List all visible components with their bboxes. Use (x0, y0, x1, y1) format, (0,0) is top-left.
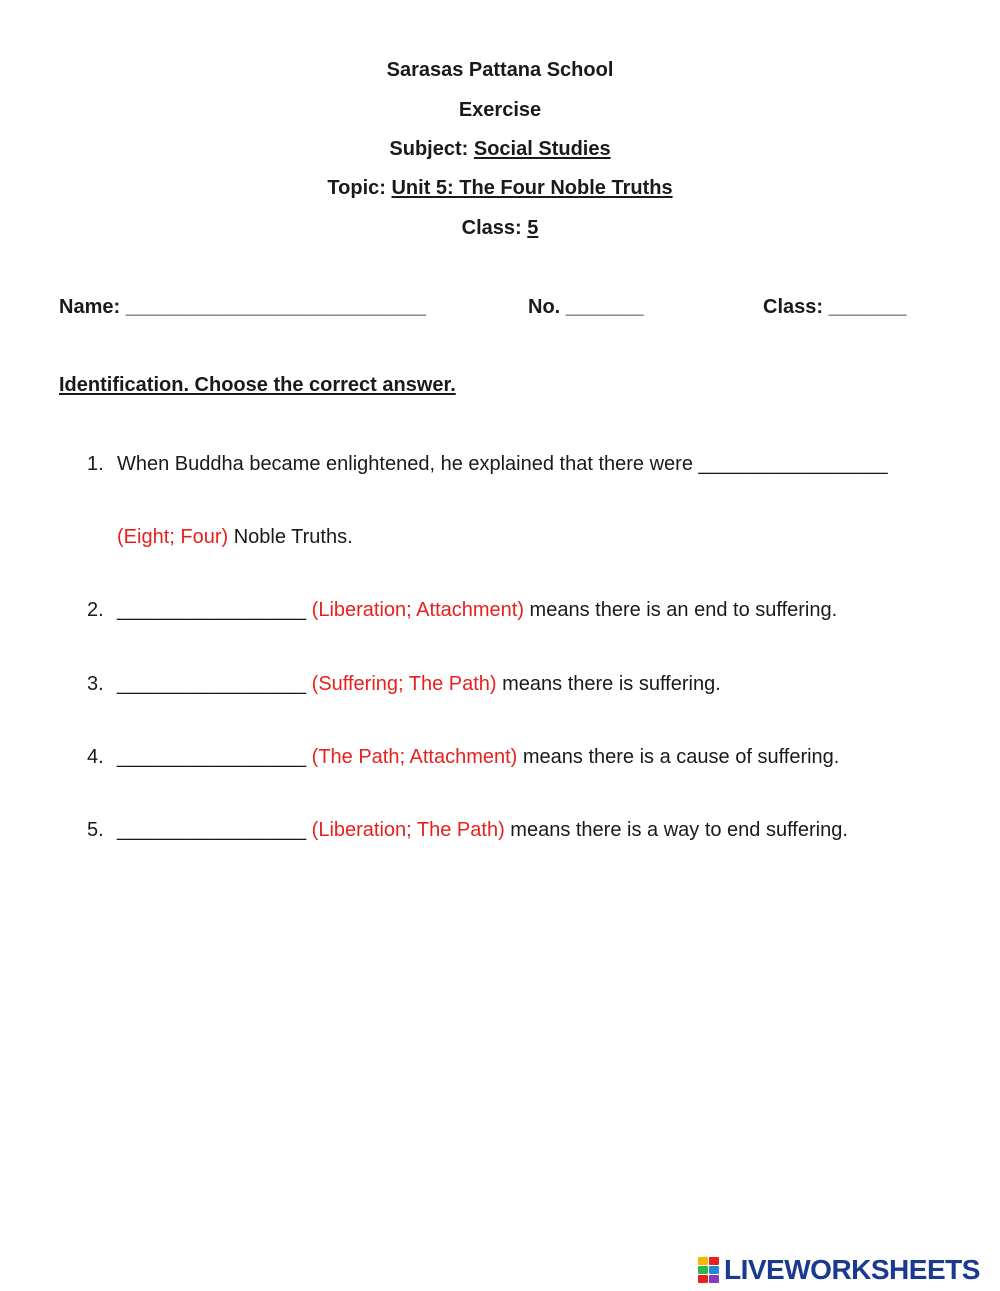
question-1-continuation (117, 525, 353, 549)
student-name-field[interactable]: Name: ___________________________ (59, 296, 427, 318)
student-class-field[interactable]: Class: _______ (763, 296, 907, 318)
question-4-line (117, 745, 839, 769)
question-2-text-after: means there is an end to suffering. (524, 599, 838, 621)
question-2-blank[interactable]: _________________ (117, 599, 312, 621)
question-2-number: 2. (87, 599, 104, 621)
liveworksheets-logo (698, 1254, 980, 1286)
class-label: Class: (461, 217, 522, 239)
class-value: 5 (527, 217, 539, 239)
topic-value: Unit 5: The Four Noble Truths (391, 177, 673, 199)
subject-line (0, 137, 1000, 161)
question-3-blank[interactable]: _________________ (117, 673, 312, 695)
question-1-number: 1. (87, 453, 104, 475)
topic-line (0, 176, 1000, 200)
question-5-line (117, 818, 848, 842)
question-1-choices[interactable]: (Eight; Four) (117, 526, 229, 548)
subject-value: Social Studies (473, 138, 611, 160)
question-4-text-after: means there is a cause of suffering. (517, 746, 840, 768)
question-1-text: When Buddha became enlightened, he explained that there were _________________ (117, 453, 888, 475)
question-3-choices[interactable]: (Suffering; The Path) (311, 673, 497, 695)
liveworksheets-wordmark: LIVEWORKSHEETS (724, 1254, 980, 1285)
student-number-field[interactable]: No. _______ (528, 296, 644, 318)
question-5-text-after: means there is a way to end suffering. (504, 819, 848, 841)
question-3-line (117, 672, 721, 696)
question-5-number: 5. (87, 819, 104, 841)
question-3-text-after: means there is suffering. (496, 673, 721, 695)
question-5-choices[interactable]: (Liberation; The Path) (311, 819, 505, 841)
document-type: Exercise (458, 99, 542, 121)
question-4-number: 4. (87, 746, 104, 768)
instruction-heading: Identification. Choose the correct answer. (59, 374, 456, 396)
question-2-choices[interactable]: (Liberation; Attachment) (311, 599, 524, 621)
question-5-blank[interactable]: _________________ (117, 819, 312, 841)
question-4-choices[interactable]: (The Path; Attachment) (311, 746, 518, 768)
liveworksheets-blocks-icon (698, 1257, 720, 1283)
topic-label: Topic: (327, 177, 386, 199)
school-name: Sarasas Pattana School (386, 59, 614, 81)
question-2-line (117, 598, 837, 622)
question-4-blank[interactable]: _________________ (117, 746, 312, 768)
subject-label: Subject: (389, 138, 469, 160)
class-line (0, 216, 1000, 240)
question-1-text-after: Noble Truths. (228, 526, 353, 548)
question-3-number: 3. (87, 673, 104, 695)
